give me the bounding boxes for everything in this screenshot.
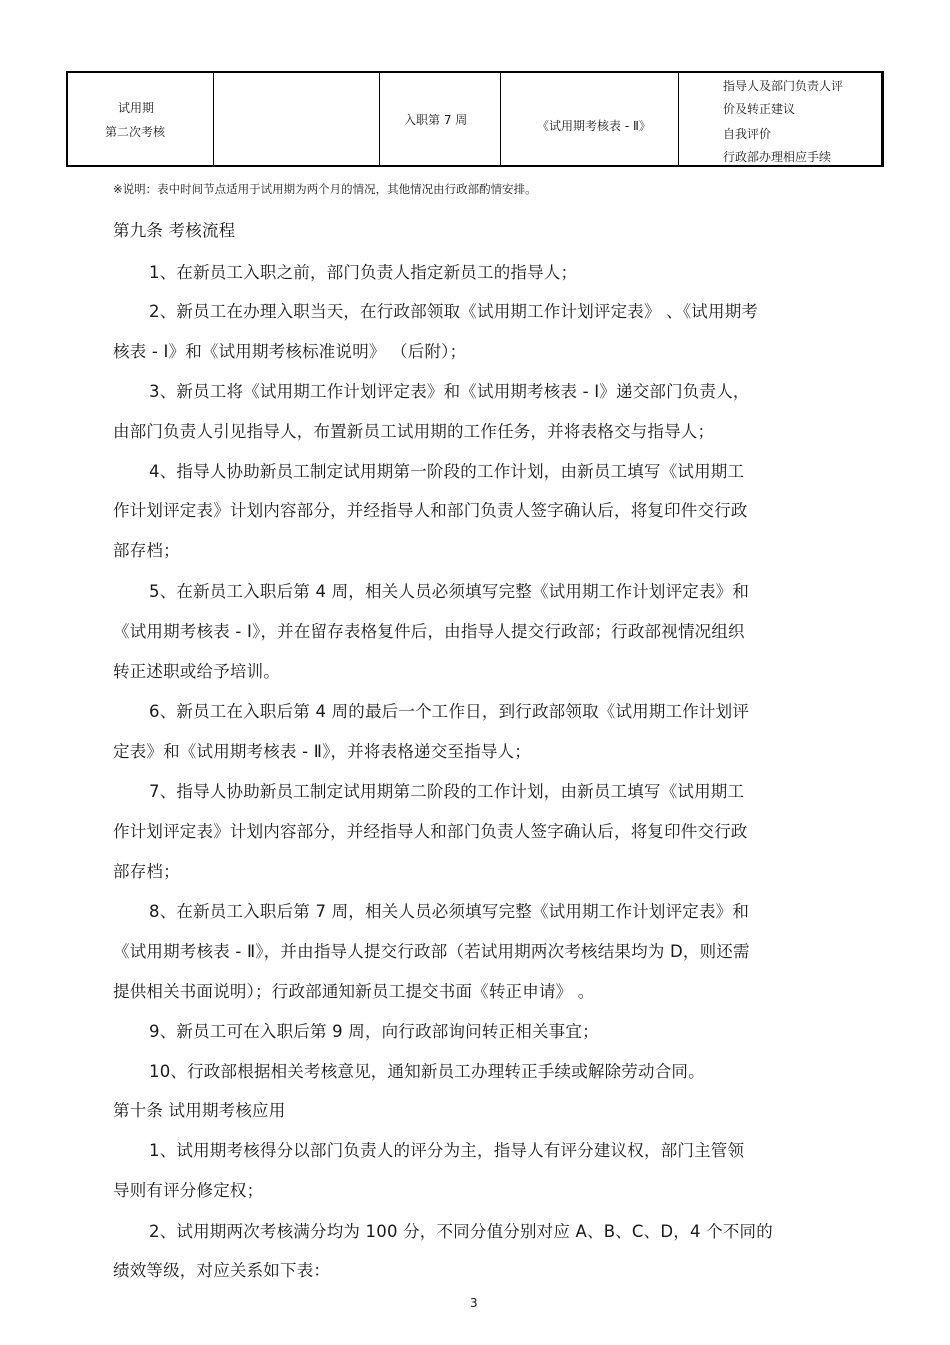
task-line-4: 行政部办理相应手续	[723, 150, 832, 164]
stage-cell	[68, 73, 214, 165]
text-line: 作计划评定表》计划内容部分，并经指导人和部门负责人签字确认后，将复印件交行政	[113, 501, 748, 520]
text-line: 转正述职或给予培训。	[113, 662, 280, 681]
task-line-1: 指导人及部门负责人评	[723, 79, 844, 93]
text-line: 9、新员工可在入职后第 9 周，向行政部询问转正相关事宜；	[149, 1022, 599, 1041]
article-10-heading: 第十条 试用期考核应用	[113, 1101, 286, 1120]
text-line: 10、行政部根据相关考核意见，通知新员工办理转正手续或解除劳动合同。	[149, 1062, 705, 1081]
text-line: 1、试用期考核得分以部门负责人的评分为主，指导人有评分建议权，部门主管领	[149, 1141, 745, 1160]
task-line-3: 自我评价	[723, 127, 772, 141]
text-line: 5、在新员工入职后第 4 周，相关人员必须填写完整《试用期工作计划评定表》和	[149, 582, 750, 601]
text-line: 6、新员工在入职后第 4 周的最后一个工作日，到行政部领取《试用期工作计划评	[149, 702, 750, 721]
text-line: 7、指导人协助新员工制定试用期第二阶段的工作计划，由新员工填写《试用期工	[149, 782, 745, 801]
tasks-cell	[679, 73, 884, 165]
form-label: 《试用期考核表 - Ⅱ》	[537, 119, 651, 133]
text-line: 《试用期考核表 - Ⅱ》，并由指导人提交行政部（若试用期两次考核结果均为 D，则还需	[113, 942, 750, 961]
text-line: 部存档；	[113, 862, 180, 881]
text-line: 4、指导人协助新员工制定试用期第一阶段的工作计划，由新员工填写《试用期工	[149, 462, 745, 481]
stage-label-line1: 试用期	[118, 101, 155, 115]
text-line: 2、试用期两次考核满分均为 100 分，不同分值分别对应 A、B、C、D，4 个不同的	[149, 1222, 773, 1241]
text-line: 作计划评定表》计划内容部分，并经指导人和部门负责人签字确认后，将复印件交行政	[113, 822, 748, 841]
probation-schedule-table	[66, 71, 884, 167]
text-line: 提供相关书面说明）；行政部通知新员工提交书面《转正申请》 。	[113, 982, 595, 1001]
text-line: 3、新员工将《试用期工作计划评定表》和《试用期考核表 - Ⅰ》递交部门负责人，	[149, 382, 750, 401]
text-line: 绩效等级，对应关系如下表：	[113, 1261, 331, 1280]
text-line: 1、在新员工入职之前，部门负责人指定新员工的指导人；	[149, 263, 578, 282]
task-line-2: 价及转正建议	[723, 102, 796, 116]
blank-cell	[214, 73, 380, 165]
stage-label-line2: 第二次考核	[105, 125, 166, 139]
text-line: 《试用期考核表 - Ⅰ》，并在留存表格复件后，由指导人提交行政部；行政部视情况组织	[113, 622, 745, 641]
time-label: 入职第 7 周	[404, 113, 468, 127]
text-line: 部存档；	[113, 541, 180, 560]
page-number: 3	[470, 1296, 478, 1310]
text-line: 导则有评分修定权；	[113, 1181, 264, 1200]
text-line: 由部门负责人引见指导人，布置新员工试用期的工作任务，并将表格交与指导人；	[113, 422, 715, 441]
text-line: 8、在新员工入职后第 7 周，相关人员必须填写完整《试用期工作计划评定表》和	[149, 902, 750, 921]
form-cell	[501, 73, 679, 165]
text-line: 定表》和《试用期考核表 - Ⅱ》，并将表格递交至指导人；	[113, 742, 531, 761]
text-line: 2、新员工在办理入职当天，在行政部领取《试用期工作计划评定表》 、《试用期考	[149, 302, 759, 321]
time-cell	[380, 73, 501, 165]
text-line: 核表 - Ⅰ》和《试用期考核标准说明》 （后附）；	[113, 342, 467, 361]
article-9-heading: 第九条 考核流程	[113, 221, 236, 240]
table-note: ※说明：表中时间节点适用于试用期为两个月的情况，其他情况由行政部酌情安排。	[113, 182, 537, 196]
